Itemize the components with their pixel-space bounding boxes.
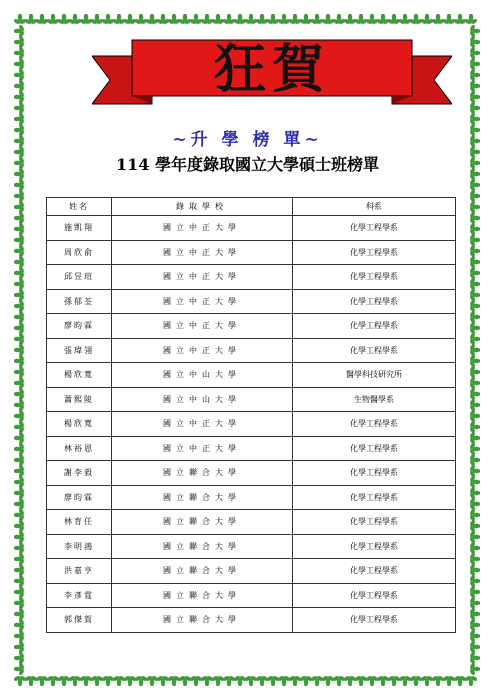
student-name-cell: 廖昀霖 xyxy=(47,485,112,510)
header-school: 錄取學校 xyxy=(112,198,293,216)
department-cell: 化學工程學系 xyxy=(293,485,456,510)
table-row xyxy=(47,289,456,314)
student-name-cell: 李彥霆 xyxy=(47,583,112,608)
student-name-cell: 洪嘉亨 xyxy=(47,559,112,584)
school-cell: 國立聯合大學 xyxy=(112,583,293,608)
student-name-cell: 謝李毅 xyxy=(47,461,112,486)
student-name-cell: 李明鴻 xyxy=(47,534,112,559)
table-header-row xyxy=(47,198,456,216)
admission-table xyxy=(46,197,456,633)
header-department: 科系 xyxy=(293,198,456,216)
school-cell: 國立聯合大學 xyxy=(112,608,293,633)
department-cell: 醫學科技研究所 xyxy=(293,363,456,388)
school-cell: 國立聯合大學 xyxy=(112,534,293,559)
department-cell: 化學工程學系 xyxy=(293,314,456,339)
school-cell: 國立聯合大學 xyxy=(112,559,293,584)
student-name-cell: 周欣俞 xyxy=(47,240,112,265)
school-cell: 國立中正大學 xyxy=(112,216,293,241)
table-row xyxy=(47,461,456,486)
table-row xyxy=(47,485,456,510)
table-row xyxy=(47,265,456,290)
table-row xyxy=(47,583,456,608)
school-cell: 國立中正大學 xyxy=(112,436,293,461)
department-cell: 化學工程學系 xyxy=(293,289,456,314)
table-row xyxy=(47,436,456,461)
table-row xyxy=(47,387,456,412)
student-name-cell: 蕭熙陵 xyxy=(47,387,112,412)
table-row xyxy=(47,510,456,535)
school-cell: 國立中山大學 xyxy=(112,387,293,412)
department-cell: 化學工程學系 xyxy=(293,338,456,363)
table-row xyxy=(47,216,456,241)
table-row xyxy=(47,608,456,633)
student-name-cell: 郭傑賀 xyxy=(47,608,112,633)
school-cell: 國立中山大學 xyxy=(112,363,293,388)
school-cell: 國立中正大學 xyxy=(112,338,293,363)
department-cell: 生物醫學系 xyxy=(293,387,456,412)
student-name-cell: 施凱翔 xyxy=(47,216,112,241)
department-cell: 化學工程學系 xyxy=(293,461,456,486)
student-name-cell: 林裕恩 xyxy=(47,436,112,461)
table-row xyxy=(47,314,456,339)
department-cell: 化學工程學系 xyxy=(293,583,456,608)
student-name-cell: 楊欣寬 xyxy=(47,363,112,388)
table-row xyxy=(47,338,456,363)
student-name-cell: 張瑋翎 xyxy=(47,338,112,363)
department-cell: 化學工程學系 xyxy=(293,510,456,535)
department-cell: 化學工程學系 xyxy=(293,216,456,241)
department-cell: 化學工程學系 xyxy=(293,559,456,584)
banner-title: 狂賀 xyxy=(213,40,330,100)
student-name-cell: 邱昱瑄 xyxy=(47,265,112,290)
table-row xyxy=(47,534,456,559)
department-cell: 化學工程學系 xyxy=(293,240,456,265)
student-name-cell: 廖昀霖 xyxy=(47,314,112,339)
school-cell: 國立中正大學 xyxy=(112,412,293,437)
school-cell: 國立聯合大學 xyxy=(112,510,293,535)
table-row xyxy=(47,412,456,437)
school-cell: 國立中正大學 xyxy=(112,265,293,290)
school-cell: 國立聯合大學 xyxy=(112,461,293,486)
student-name-cell: 楊欣寬 xyxy=(47,412,112,437)
table-row xyxy=(47,240,456,265)
department-cell: 化學工程學系 xyxy=(293,534,456,559)
department-cell: 化學工程學系 xyxy=(293,608,456,633)
school-cell: 國立聯合大學 xyxy=(112,485,293,510)
school-cell: 國立中正大學 xyxy=(112,289,293,314)
department-cell: 化學工程學系 xyxy=(293,265,456,290)
table-row xyxy=(47,363,456,388)
header-name: 姓名 xyxy=(47,198,112,216)
congrats-banner xyxy=(92,34,452,114)
page-title: 114 學年度錄取國立大學碩士班榜單 xyxy=(116,155,379,174)
student-name-cell: 孫郁荃 xyxy=(47,289,112,314)
department-cell: 化學工程學系 xyxy=(293,436,456,461)
school-cell: 國立中正大學 xyxy=(112,314,293,339)
table-row xyxy=(47,559,456,584)
student-name-cell: 林育任 xyxy=(47,510,112,535)
school-cell: 國立中正大學 xyxy=(112,240,293,265)
department-cell: 化學工程學系 xyxy=(293,412,456,437)
list-subtitle: ~升 學 榜 單~ xyxy=(172,130,323,150)
